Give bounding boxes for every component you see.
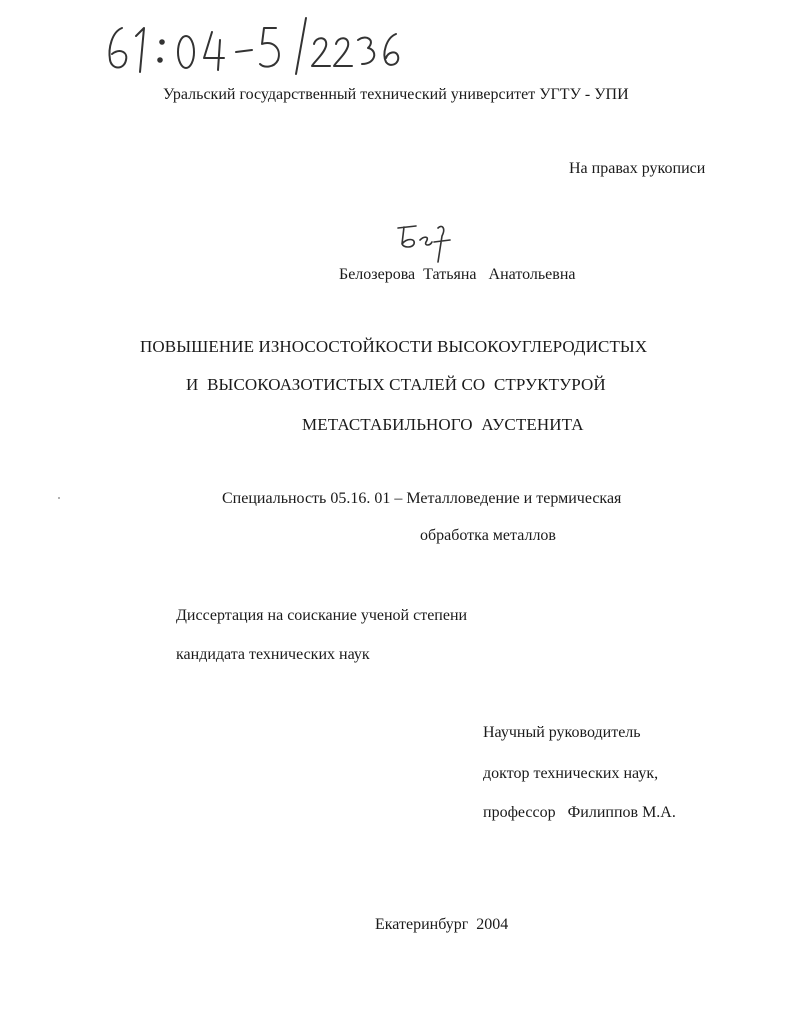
thesis-title-line-3: МЕТАСТАБИЛЬНОГО АУСТЕНИТА xyxy=(302,415,584,434)
dissertation-line-2: кандидата технических наук xyxy=(176,646,370,663)
handwritten-archive-number xyxy=(100,14,410,76)
author-signature-text: Бел xyxy=(394,222,396,223)
dissertation-line-1: Диссертация на соискание ученой степени xyxy=(176,607,468,624)
manuscript-rights-note: На правах рукописи xyxy=(569,160,706,177)
specialty-line-1: Специальность 05.16. 01 – Металловедение и термическая xyxy=(222,490,622,507)
supervisor-line-2: доктор технических наук, xyxy=(483,765,659,782)
supervisor-line-3: профессор Филиппов М.А. xyxy=(483,804,676,821)
author-signature xyxy=(394,222,454,266)
thesis-title-line-2: И ВЫСОКОАЗОТИСТЫХ СТАЛЕЙ СО СТРУКТУРОЙ xyxy=(186,375,606,394)
author-name: Белозерова Татьяна Анатольевна xyxy=(339,266,576,283)
specialty-line-2: обработка металлов xyxy=(420,527,556,544)
archive-number-text: 61: 04-5/2236 xyxy=(100,14,106,15)
university-name: Уральский государственный технический университет УГТУ - УПИ xyxy=(163,86,629,103)
supervisor-line-1: Научный руководитель xyxy=(483,724,641,741)
city-year: Екатеринбург 2004 xyxy=(375,916,509,933)
scan-speck xyxy=(58,497,60,499)
thesis-title-line-1: ПОВЫШЕНИЕ ИЗНОСОСТОЙКОСТИ ВЫСОКОУГЛЕРОДИСТЫХ xyxy=(140,337,648,356)
